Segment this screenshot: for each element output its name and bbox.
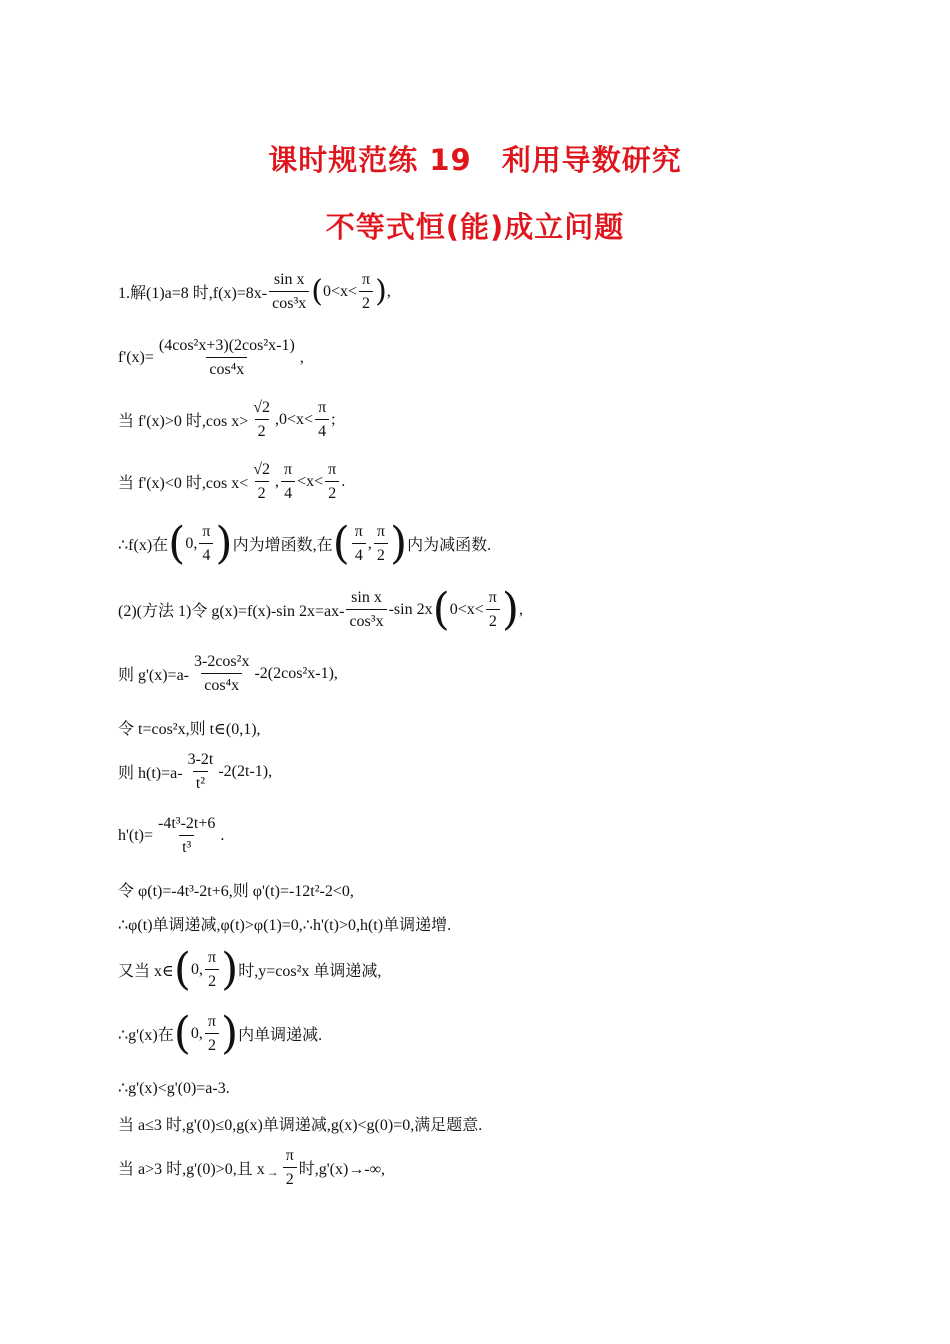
fraction: $\frac{\pi}{2}$	[325, 460, 339, 503]
fraction: $\frac{\text{sin x}}{\text{cos³x}}$	[269, 270, 309, 313]
title-line-2: 不等式恒(能)成立问题	[325, 210, 625, 244]
solution-line-13: 又当 x∈ ( 0, $\frac{\pi}{2}$ ) 时,y=cos²x 单调递减,	[118, 943, 382, 995]
fraction: $\frac{\text{-4t³-2t+6}}{\text{t³}}$	[158, 815, 216, 856]
fraction: $\frac{√2}{2}$	[253, 399, 271, 440]
solution-line-7: 则 g'(x)=a- $\frac{\text{3-2cos²x}}{\text{cos⁴x}}$ -2(2cos²x-1),	[118, 653, 338, 694]
fraction: $\frac{\text{sin x}}{\text{cos³x}}$	[346, 588, 386, 631]
solution-line-12: ∴φ(t)单调递减,φ(t)>φ(1)=0,∴h'(t)>0,h(t)单调递增.	[118, 917, 452, 934]
fraction: $\frac{\text{(4cos²x+3)(2cos²x-1)}}{\text{cos⁴x}}$	[158, 337, 295, 378]
fraction: $\frac{\pi}{2}$	[359, 270, 373, 313]
solution-line-1: 1.解(1)a=8 时,f(x)=8x- $\frac{\text{sin x}}{\text{cos³x}}$ ( 0<x< $\frac{\pi}{2}$ ) ,	[118, 271, 391, 312]
solution-line-9: 则 h(t)=a- $\frac{3-2t}{\text{t²}}$ -2(2t-1),	[118, 751, 273, 792]
fraction: $\frac{\pi}{4}$	[315, 398, 329, 441]
fraction: $\frac{\pi}{4}$	[352, 522, 366, 565]
fraction: $\frac{\pi}{4}$	[199, 522, 213, 565]
solution-line-3: 当 f'(x)>0 时,cos x> $\frac{√2}{2}$ ,0<x< $\frac{\pi}{4}$ ;	[118, 399, 336, 440]
solution-line-11: 令 φ(t)=-4t³-2t+6,则 φ'(t)=-12t²-2<0,	[118, 883, 354, 900]
solution-line-10: h'(t)= $\frac{\text{-4t³-2t+6}}{\text{t³}}$ .	[118, 815, 225, 856]
arrow-icon: →	[266, 1165, 279, 1179]
fraction: $\frac{√2}{2}$	[253, 461, 271, 502]
solution-line-15: ∴g'(x)<g'(0)=a-3.	[118, 1080, 230, 1097]
solution-line-8: 令 t=cos²x,则 t∈(0,1),	[118, 721, 261, 738]
solution-line-14: ∴g'(x)在 ( 0, $\frac{\pi}{2}$ ) 内单调递减.	[118, 1007, 323, 1059]
fraction: $\frac{\pi}{2}$	[374, 522, 388, 565]
solution-line-5: ∴f(x)在 ( 0, $\frac{\pi}{4}$ ) 内为增函数,在 ( $\frac{\pi}{4}$ , $\frac{\pi}{2}$ ) 内为减函数.	[118, 517, 492, 569]
title-line-1: 课时规范练 19 利用导数研究	[268, 143, 682, 177]
fraction: $\frac{\text{3-2cos²x}}{\text{cos⁴x}}$	[194, 653, 250, 694]
fraction: $\frac{\pi}{4}$	[281, 460, 295, 503]
fraction: $\frac{\pi}{2}$	[486, 588, 500, 631]
fraction: $\frac{\pi}{2}$	[283, 1146, 297, 1189]
fraction: $\frac{3-2t}{\text{t²}}$	[187, 751, 214, 792]
solution-line-17: 当 a>3 时,g'(0)>0,且 x → $\frac{\pi}{2}$ 时,g'(x)→-∞,	[118, 1147, 386, 1188]
solution-line-2: f'(x)= $\frac{\text{(4cos²x+3)(2cos²x-1)}}{\text{cos⁴x}}$ ,	[118, 337, 304, 378]
fraction: $\frac{\pi}{2}$	[205, 1012, 219, 1055]
solution-line-4: 当 f'(x)<0 时,cos x< $\frac{√2}{2}$ , $\frac{\pi}{4}$ <x< $\frac{\pi}{2}$ .	[118, 461, 346, 502]
solution-line-16: 当 a≤3 时,g'(0)≤0,g(x)单调递减,g(x)<g(0)=0,满足题意.	[118, 1117, 483, 1134]
solution-line-6: (2)(方法 1)令 g(x)=f(x)-sin 2x=ax- $\frac{\text{sin x}}{\text{cos³x}}$ -sin 2x ( 0<x< $\frac{\pi}{2}$ ) ,	[118, 583, 524, 635]
fraction: $\frac{\pi}{2}$	[205, 948, 219, 991]
